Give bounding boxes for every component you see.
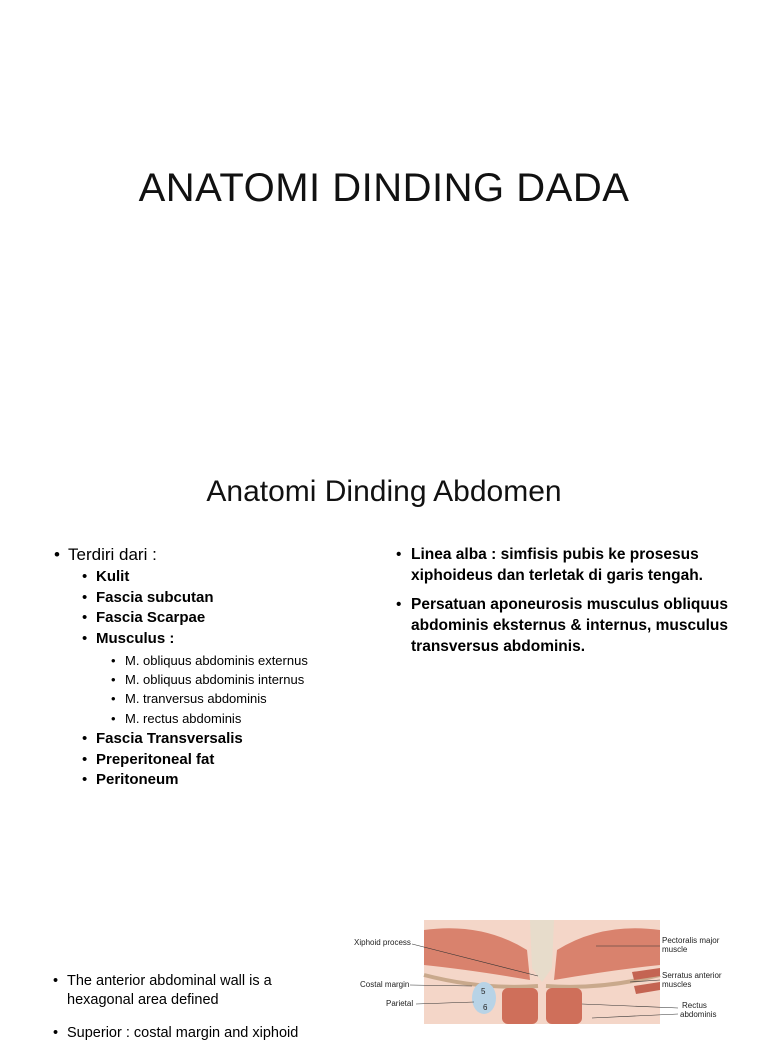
left-bullet-list [68,544,368,791]
list-item: • Fascia Scarpae [96,608,368,629]
list-item: • M. obliquus abdominis externus [125,651,368,670]
slide-anterior-abdominal-wall [0,864,768,1041]
list-item: • Preperitoneal fat [96,750,368,771]
label-parietal: Parietal [386,999,414,1008]
list-item: • The anterior abdominal wall is a hexagonal area defined [67,972,337,1010]
list-item: • Linea alba : simfisis pubis ke prosesus xiphoideus dan terletak di garis tengah. [411,544,731,586]
list-item-label: Musculus : [96,630,175,648]
list-item: • Kulit [96,567,368,588]
list-item [96,629,368,728]
right-bullet-list [411,544,731,665]
list-item [68,544,368,791]
label-xiphoid: Xiphoid process [354,938,411,947]
list-item: • M. tranversus abdominis [125,689,368,708]
slide-heading: Anatomi Dinding Abdomen [206,475,562,508]
muscle-list [96,651,368,728]
label-rectus: Rectus [682,1001,707,1010]
label-pectoralis: Pectoralis major [662,936,720,945]
slide-anatomi-dinding-abdomen [0,432,768,864]
list-item: • M. obliquus abdominis internus [125,670,368,689]
rib-number: 6 [483,1003,488,1012]
label-costal: Costal margin [360,980,410,989]
label-rectus-line2: abdominis [680,1010,717,1019]
left-rectus-abdominis [502,988,538,1024]
label-pectoralis-line2: muscle [662,945,688,954]
list-item: • Persatuan aponeurosis musculus obliquus abdominis eksternus & internus, musculus transversus abdominis. [411,594,731,657]
list-heading: Terdiri dari : [68,545,157,564]
list-item: • Superior : costal margin and xiphoid [67,1024,337,1043]
list-item: • Peritoneum [96,770,368,791]
rib-number: 5 [481,987,486,996]
list-item: • Fascia Transversalis [96,729,368,750]
list-item: • Fascia subcutan [96,588,368,609]
bullet-list [67,972,337,1057]
slide-title-heading: ANATOMI DINDING DADA [138,166,630,210]
abdominal-wall-illustration [352,920,732,1024]
label-serratus-line2: muscles [662,980,692,989]
right-rectus-abdominis [546,988,582,1024]
list-item: • M. rectus abdominis [125,709,368,728]
layer-list [68,567,368,791]
label-serratus: Serratus anterior [662,971,722,980]
slide-title [0,0,768,432]
